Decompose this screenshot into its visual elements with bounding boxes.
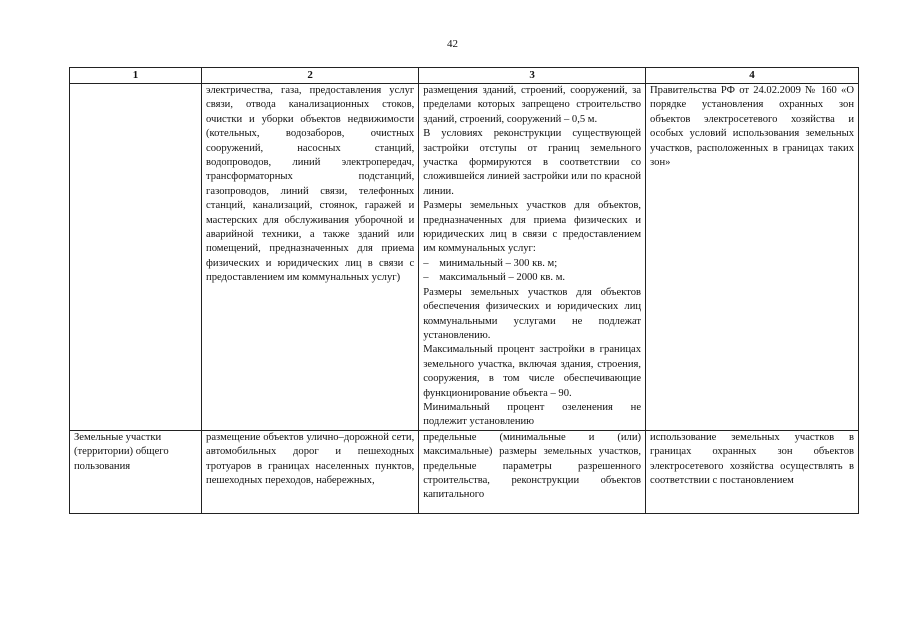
list-dash: – xyxy=(423,257,429,269)
list-item-text: максимальный – 2000 кв. м. xyxy=(439,272,566,284)
list-item xyxy=(423,271,641,285)
page-number: 42 xyxy=(447,38,458,50)
row2-col4-text: использование земельных участков в границах охранных зон объектов электросетевого хозяйства осуществлять в соответствии с постановлением xyxy=(650,431,854,486)
row1-col3 xyxy=(419,84,646,431)
header-col-3: 3 xyxy=(419,68,646,84)
row2-col2-text: размещение объектов улично–дорожной сети, автомобильных дорог и пешеходных тротуаров в границах населенных пунктов, пешеходных переходов, набережных, xyxy=(206,431,415,486)
row2-col4 xyxy=(646,430,859,513)
table-header-row xyxy=(70,68,859,84)
row1-col3-para-6: Минимальный процент озеленения не подлежит установлению xyxy=(423,401,642,428)
row2-col3 xyxy=(419,430,646,513)
row1-col3-para-3: Размеры земельных участков для объектов, предназначенных для приема физических и юридических лиц в связи с предоставлением им коммунальных услуг: xyxy=(423,200,642,255)
row1-col4-text: Правительства РФ от 24.02.2009 № 160 «О порядке установления охранных зон объектов электросетевого хозяйства и особых условий использования земельных участков, расположенных в границах таких зон» xyxy=(650,85,854,169)
row1-col2-text: электричества, газа, предоставления услуг связи, отвода канализационных стоков, очистки и уборки объектов недвижимости (котельных, водозаборов, очистных сооружений, насосных станций, водопроводов, линий электропередач, трансформаторных подстанций, газопроводов, линий связи, телефонных станций, канализаций, стоянок, гаражей и мастерских для обслуживания уборочной и аварийной техники, а также зданий или помещений, предназначенных для приема физических и юридических лиц в связи с предоставлением им коммунальных услуг) xyxy=(206,85,415,284)
row2-col1-text: Земельные участки (территории) общего пользования xyxy=(74,431,169,472)
table-row xyxy=(70,84,859,431)
row1-col1 xyxy=(70,84,202,431)
header-col-2: 2 xyxy=(202,68,419,84)
list-item xyxy=(423,257,641,271)
row1-col3-para-1: размещения зданий, строений, сооружений, за пределами которых запрещено строительство зданий, строений, сооружений – 0,5 м. xyxy=(423,85,642,125)
header-col-1: 1 xyxy=(70,68,202,84)
table-row xyxy=(70,430,859,513)
row1-col4 xyxy=(646,84,859,431)
list-item-text: минимальный – 300 кв. м; xyxy=(439,257,558,269)
row1-col3-para-5: Максимальный процент застройки в границах земельного участка, включая здания, строения, сооружения, в том числе обеспечивающие функционирование объекта – 90. xyxy=(423,344,642,399)
row2-col1 xyxy=(70,430,202,513)
header-col-4: 4 xyxy=(646,68,859,84)
regulations-table xyxy=(69,67,859,514)
row1-col2 xyxy=(202,84,419,431)
row2-col2 xyxy=(202,430,419,513)
list-dash: – xyxy=(423,272,429,284)
row1-col3-para-4: Размеры земельных участков для объектов обеспечения физических и юридических лиц коммунальными услугами не подлежат установлению. xyxy=(423,286,642,341)
row1-col3-para-2: В условиях реконструкции существующей застройки отступы от границ земельного участка формируются в соответствии со сложившейся линией застройки или по красной линии. xyxy=(423,128,642,197)
row2-col3-text: предельные (минимальные и (или) максимальные) размеры земельных участков, предельные параметры разрешенного строительства, реконструкции объектов капитального xyxy=(423,431,642,501)
